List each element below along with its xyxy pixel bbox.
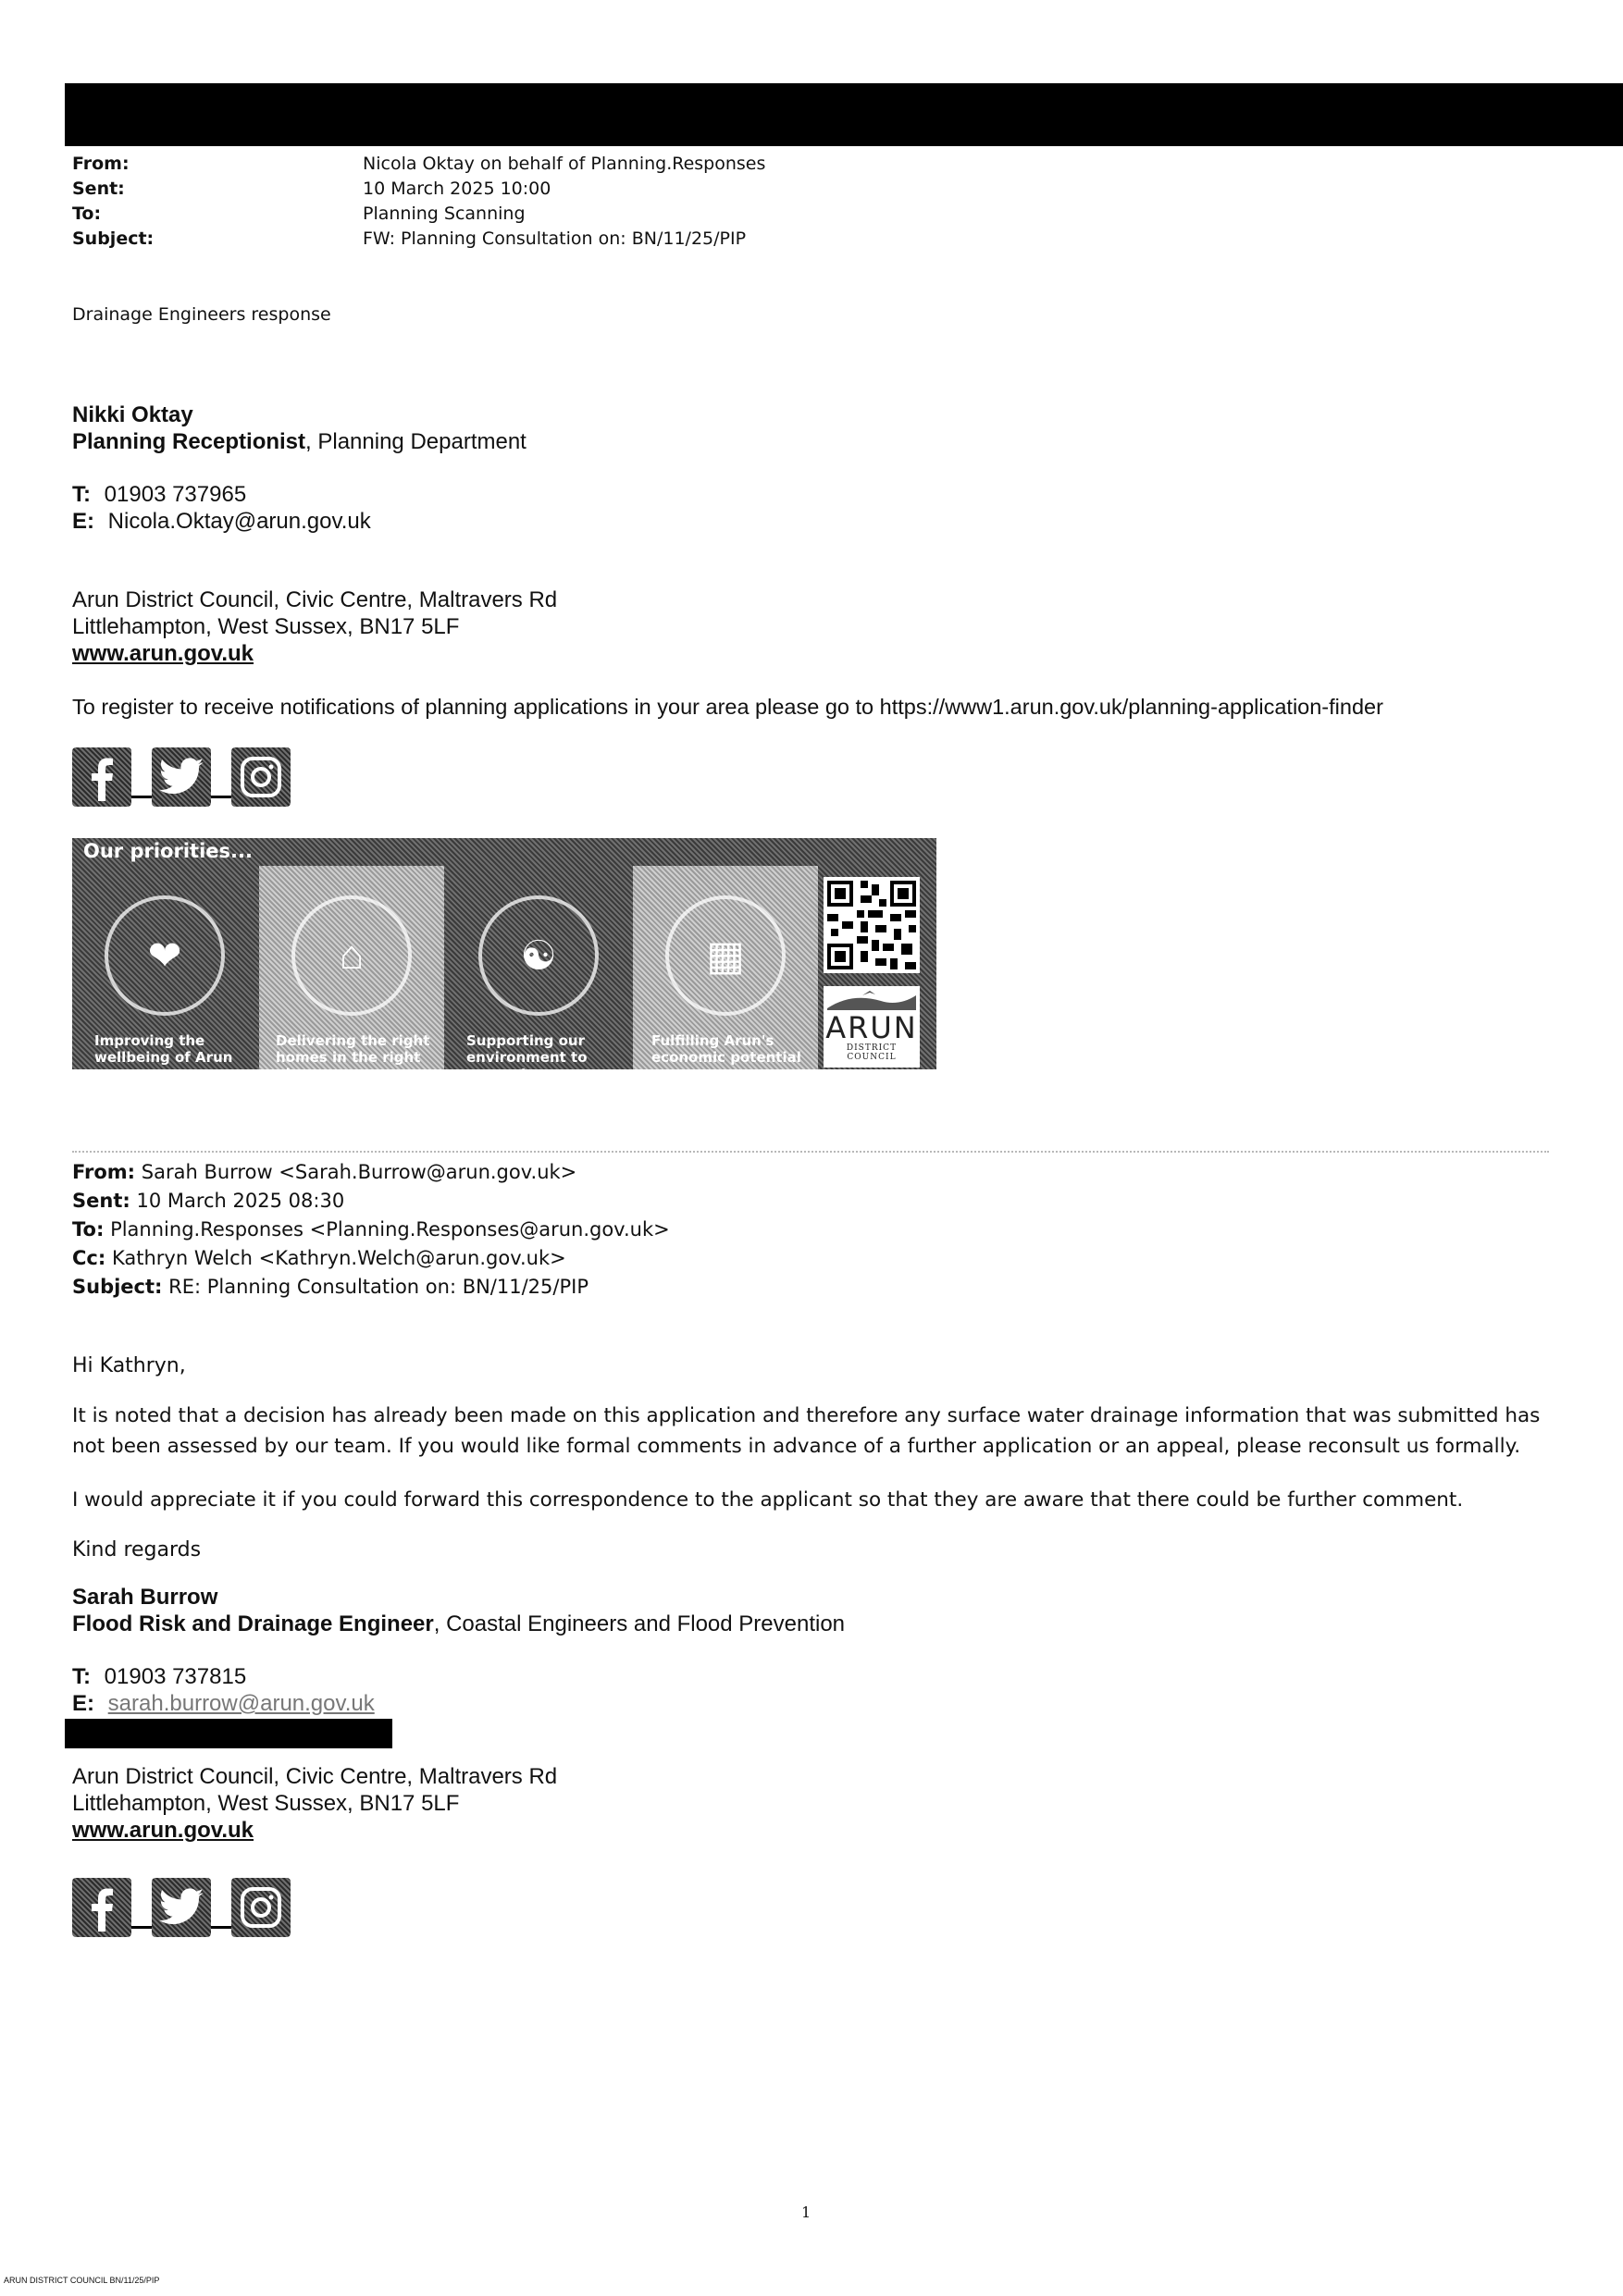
- sender-role: Flood Risk and Drainage Engineer: [72, 1611, 434, 1636]
- email-address[interactable]: sarah.burrow@arun.gov.uk: [107, 1691, 375, 1716]
- sender-name: Nikki Oktay: [72, 402, 193, 427]
- priority-label: Improving the wellbeing of Arun: [94, 1032, 233, 1066]
- paragraph-line: not been assessed by our team. If you would like formal comments in advance of a further application or an appeal, please reconsult us formally.: [72, 1435, 1521, 1458]
- original-sent-line: [72, 1187, 1553, 1216]
- social-icons: [72, 1878, 294, 1939]
- subject-label: Subject:: [72, 1276, 163, 1298]
- sender-department: , Planning Department: [305, 429, 527, 454]
- arun-logo-text: ARUN: [825, 1010, 918, 1045]
- cc-label: Cc:: [72, 1247, 106, 1269]
- arun-logo-subtext: DISTRICT COUNCIL: [846, 1043, 898, 1062]
- sent-value: 10 March 2025 08:30: [136, 1190, 345, 1212]
- brick-wall-icon: ▦: [665, 895, 786, 1016]
- website-link[interactable]: www.arun.gov.uk: [72, 641, 254, 666]
- arun-logo: [824, 986, 920, 1068]
- email-line: [72, 508, 371, 535]
- icon-separator: [131, 1926, 152, 1929]
- sender-role-line: [72, 1611, 845, 1637]
- sent-label: Sent:: [72, 179, 125, 199]
- email-separator: [72, 1151, 1549, 1153]
- priority-label: Fulfilling Arun's economic potential: [651, 1032, 801, 1066]
- phone-label: T:: [72, 482, 91, 507]
- original-email-header: [72, 1158, 1553, 1302]
- redaction-bar: [65, 1719, 392, 1748]
- house-icon: ⌂: [291, 895, 412, 1016]
- from-value: Nicola Oktay on behalf of Planning.Responses: [363, 154, 766, 174]
- sender-role-line: [72, 428, 527, 455]
- subject-value: RE: Planning Consultation on: BN/11/25/PIP: [168, 1276, 588, 1298]
- priorities-banner: [72, 838, 936, 1082]
- icon-separator: [211, 1926, 231, 1929]
- from-value: Sarah Burrow <Sarah.Burrow@arun.gov.uk>: [141, 1161, 577, 1183]
- original-cc-line: [72, 1244, 1553, 1273]
- email-label: E:: [72, 509, 94, 534]
- address-line-1: Arun District Council, Civic Centre, Maltravers Rd: [72, 587, 558, 612]
- cc-value: Kathryn Welch <Kathryn.Welch@arun.gov.uk>: [111, 1247, 566, 1269]
- facebook-icon[interactable]: [72, 1878, 131, 1937]
- subject-value: FW: Planning Consultation on: BN/11/25/PIP: [363, 228, 747, 249]
- email-label: E:: [72, 1691, 94, 1716]
- notification-notice: To register to receive notifications of planning applications in your area please go to https://www1.arun.gov.uk/planning-application-finder: [72, 695, 1383, 719]
- priority-label: Delivering the right homes in the right places: [276, 1032, 430, 1082]
- qr-code: [824, 877, 920, 973]
- icon-separator: [131, 796, 152, 798]
- sender-name: Sarah Burrow: [72, 1585, 218, 1610]
- social-icons: [72, 747, 294, 809]
- twitter-icon[interactable]: [152, 1878, 211, 1937]
- from-label: From:: [72, 1161, 136, 1183]
- original-subject-line: [72, 1273, 1553, 1302]
- phone-line: [72, 481, 246, 508]
- sent-label: Sent:: [72, 1190, 130, 1212]
- closing: Kind regards: [72, 1538, 202, 1562]
- sender-department: , Coastal Engineers and Flood Prevention: [433, 1611, 846, 1636]
- phone-line: [72, 1663, 246, 1690]
- original-from-line: [72, 1158, 1553, 1187]
- redaction-bar-top: [65, 83, 1623, 146]
- facebook-icon[interactable]: [72, 747, 131, 807]
- page-number: 1: [801, 2203, 812, 2221]
- to-value: Planning.Responses <Planning.Responses@arun.gov.uk>: [110, 1218, 670, 1241]
- phone-label: T:: [72, 1664, 91, 1689]
- intro-text: Drainage Engineers response: [72, 304, 331, 325]
- greeting: Hi Kathryn,: [72, 1354, 186, 1377]
- priority-economy: [633, 866, 818, 1069]
- original-to-line: [72, 1216, 1553, 1244]
- footer-reference: ARUN DISTRICT COUNCIL BN/11/25/PIP: [4, 2276, 160, 2285]
- phone-number: 01903 737815: [104, 1664, 247, 1689]
- instagram-icon[interactable]: [231, 1878, 291, 1937]
- email-header: [0, 152, 1623, 255]
- paragraph-line: It is noted that a decision has already been made on this application and therefore any surface water drainage information that was submitted has: [72, 1404, 1541, 1427]
- sender-role: Planning Receptionist: [72, 429, 306, 454]
- subject-label: Subject:: [72, 228, 155, 249]
- message-paragraph-2: I would appreciate it if you could forward this correspondence to the applicant so that they are aware that there could be further comment.: [72, 1488, 1464, 1512]
- priority-homes: [259, 866, 444, 1082]
- heart-icon: ❤: [105, 895, 225, 1016]
- address-line-2: Littlehampton, West Sussex, BN17 5LF: [72, 614, 460, 639]
- message-paragraph-1: [72, 1401, 1540, 1462]
- priority-environment: [446, 866, 631, 1082]
- sent-value: 10 March 2025 10:00: [363, 179, 551, 199]
- instagram-icon[interactable]: [231, 747, 291, 807]
- priority-wellbeing: [72, 866, 257, 1069]
- to-label: To:: [72, 204, 102, 224]
- website-link[interactable]: www.arun.gov.uk: [72, 1818, 254, 1843]
- priority-label: Supporting our environment to support us: [466, 1032, 588, 1082]
- priorities-heading: Our priorities...: [83, 840, 253, 862]
- from-label: From:: [72, 154, 130, 174]
- address-line-2: Littlehampton, West Sussex, BN17 5LF: [72, 1791, 460, 1816]
- address-line-1: Arun District Council, Civic Centre, Maltravers Rd: [72, 1764, 558, 1789]
- to-value: Planning Scanning: [363, 204, 526, 224]
- email-address[interactable]: Nicola.Oktay@arun.gov.uk: [107, 509, 371, 534]
- to-label: To:: [72, 1218, 105, 1241]
- icon-separator: [211, 796, 231, 798]
- phone-number: 01903 737965: [104, 482, 247, 507]
- lightbulb-icon: ☯: [478, 895, 599, 1016]
- email-line: [72, 1690, 375, 1717]
- twitter-icon[interactable]: [152, 747, 211, 807]
